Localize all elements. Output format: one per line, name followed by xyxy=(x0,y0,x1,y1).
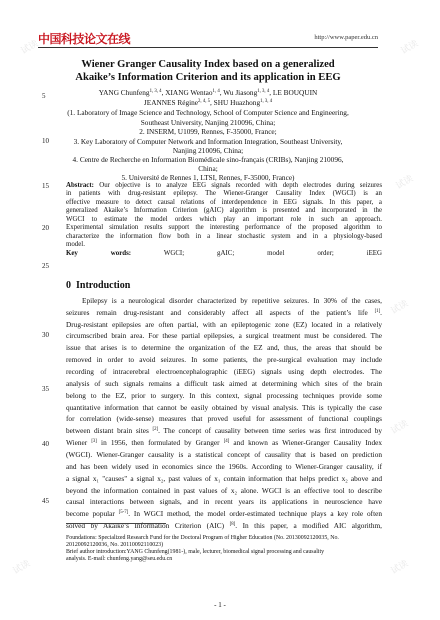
citation: [2] xyxy=(152,427,159,432)
affiliation-line: 2. INSERM, U1099, Rennes, F-35000, France; xyxy=(139,127,277,136)
authors-line-2: JEANNES Régine$^{2, 4, 5}$, SHU Huazhong$^{1, 3, 4}$ xyxy=(143,98,273,107)
authors-line-1: YANG Chunfeng$^{1, 3, 4}$, XIANG Wentao$^{1, 4}$, Wu Jiasong$^{1, 3, 4}$, LE BOUQUIN xyxy=(98,88,318,97)
keywords-label: Key words: xyxy=(66,250,132,257)
watermark: 试读 xyxy=(389,558,411,577)
section-number: 0 xyxy=(66,280,71,291)
logo-text-red: 中国 xyxy=(38,31,62,46)
body-line: a signal x₁ "causes" a signal x₂, past values of x₁ contain information that helps predict x₂ above and xyxy=(66,474,382,483)
line-number: 35 xyxy=(42,385,49,393)
affiliation-line: Nanjing 210096, China; xyxy=(172,146,244,155)
watermark: 试读 xyxy=(19,38,41,57)
line-number: 45 xyxy=(42,497,49,505)
affiliation-line: Southeast University, Nanjing 210096, China; xyxy=(140,118,276,127)
body-line: recording of intracerebral electroencephalographic (iEEG) signals using depth electrodes. The xyxy=(66,367,382,376)
keywords-line: Key words: WGCI; gAIC; model order; iEEG xyxy=(66,250,382,257)
watermark: 试读 xyxy=(394,173,416,192)
body-line: belong to the EZ, prior to surgery. In this context, signal processing techniques provide some xyxy=(66,391,382,400)
body-line: (WGCI). Wiener-Granger causality is a statistical concept of causality that is based on prediction xyxy=(66,450,382,459)
citation: [5-7] xyxy=(118,510,129,515)
affiliation-line: China; xyxy=(198,164,218,173)
body-line: between distant brain sites [2]. The concept of causality between time series was first introduced by xyxy=(66,426,382,435)
paper-title-line-1: Wiener Granger Causality Index based on a generalized xyxy=(81,59,335,70)
paper-title-line-2: Akaike’s Information Criterion and its application in EEG xyxy=(75,72,341,83)
header-url: http://www.paper.edu.cn xyxy=(314,34,378,41)
watermark: 试读 xyxy=(389,298,411,317)
line-number: 15 xyxy=(42,182,49,190)
body-line: causal interactions between signals, and in recent years its applications in neuroscience have xyxy=(66,497,382,506)
body-line: quantitative information that cannot be easily obtained by visual analysis. This is typically the case xyxy=(66,403,382,412)
page-number: - 1 - xyxy=(214,601,226,609)
citation: [3] xyxy=(91,439,97,444)
body-line: and has been widely used in economics since the 1960s. According to Wiener-Granger causality, if xyxy=(66,462,382,471)
site-logo xyxy=(38,30,130,46)
body-line: issue that arises is to determine the organization of the EZ and, thus, the areas that should be xyxy=(66,343,382,352)
abstract-line: WGCI to estimate the model orders which play an important role in such an approach. xyxy=(66,216,382,223)
line-number: 20 xyxy=(42,224,49,232)
abstract-line: characterize the information flow both in a linear stochastic system and in a physiology-based xyxy=(66,233,382,240)
line-number: 30 xyxy=(42,331,49,339)
abstract-line: Experimental simulation results support the interesting performance of the proposed algorithm to xyxy=(66,224,382,231)
watermark: 试读 xyxy=(11,558,33,577)
abstract-label: Abstract: xyxy=(66,182,94,189)
body-line: Wiener [3] in 1956, then formulated by Granger [4] and known as Wiener-Granger Causality Index xyxy=(66,438,382,447)
footnote-line: Brief author introduction:YANG Chunfeng(1981-), male, lecturer, biomedical signal processing and causality xyxy=(66,549,325,555)
body-line: solved by Akaike’s Information Criterion (AIC) [8]. In this paper, a modified AIC algorithm, xyxy=(66,521,382,530)
header-rule xyxy=(38,47,378,48)
line-number: 25 xyxy=(42,262,49,270)
body-line: Epilepsy is a neurological disorder characterized by repetitive seizures. In 30% of the cases, xyxy=(82,296,382,305)
abstract-line: effective measure to detect causal relations of interdependence in EEG signals. In this paper, a xyxy=(66,199,382,206)
body-line: seizures remain drug-resistant and considerably affect all aspects of the patient’s life [1]. xyxy=(66,308,382,317)
abstract-line: model. xyxy=(66,241,85,248)
body-line: analysis of such signals remains a difficult task aimed at determining which sites of the brain xyxy=(66,379,382,388)
footnote-line: Foundations: Specialized Research Fund for the Doctoral Program of Higher Education (No. 20130092120035, No. xyxy=(66,535,339,541)
line-number: 5 xyxy=(42,92,46,100)
section-heading xyxy=(66,280,130,291)
logo-text-dark: 科技论文在线 xyxy=(61,31,131,46)
body-line: removed in order to avoid seizures. In some patients, the pre-surgical evaluation may include xyxy=(66,355,382,364)
affiliation-line: (1. Laboratory of Image Science and Technology, School of Computer Science and Engineering, xyxy=(67,108,349,117)
body-line: circumscribed brain area. For these partial epilepsies, a surgical treatment must be considered. The xyxy=(66,331,382,340)
abstract-line: in patients with drug-resistant epilepsy. The Wiener-Granger Causality Index (WGCI) is an xyxy=(66,190,382,197)
page-header xyxy=(0,0,440,52)
section-title: Introduction xyxy=(76,280,131,291)
citation: [4] xyxy=(223,439,230,444)
body-line: for correlation (wide-sense) measures that proved useful for assessment of functional couplings xyxy=(66,414,382,423)
citation: [8] xyxy=(229,522,236,527)
affiliation-line: 4. Centre de Recherche en Information Biomédicale sino-français (CRIBs), Nanjing 210096, xyxy=(72,155,344,164)
abstract-line: Abstract: Our objective is to analyze EEG signals recorded with depth electrodes during seizures xyxy=(66,182,382,189)
body-line: Drug-resistant epilepsies are often partial, with an epileptogenic zone (EZ) located in a relatively xyxy=(66,320,382,329)
line-number: 40 xyxy=(42,440,49,448)
body-line: become popular [5-7]. In WGCI method, the model order-estimated technique plays a key role often xyxy=(66,509,382,518)
body-line: beyond the information contained in past values of x₂ alone. WGCI is an effective tool to describe xyxy=(66,486,382,495)
abstract-line: generalized Akaike’s Information Criterion (gAIC) algorithm is presented and incorporated in the xyxy=(66,207,382,214)
footnote-line: analysis. E-mail: chunfeng.yang@seu.edu.cn xyxy=(66,556,173,562)
footnote-rule xyxy=(66,523,166,524)
watermark: 试读 xyxy=(399,38,421,57)
affiliation-line: 5. Université de Rennes 1, LTSI, Rennes, F-35000, France) xyxy=(121,173,295,182)
footnote-line: 20120092120036, No. 20110092110023) xyxy=(66,542,164,548)
affiliation-line: 3. Key Laboratory of Computer Network and Information Integration, Southeast University, xyxy=(73,137,343,146)
citation: [1] xyxy=(374,309,381,314)
watermark: 试读 xyxy=(389,418,411,437)
line-number: 10 xyxy=(42,137,49,145)
